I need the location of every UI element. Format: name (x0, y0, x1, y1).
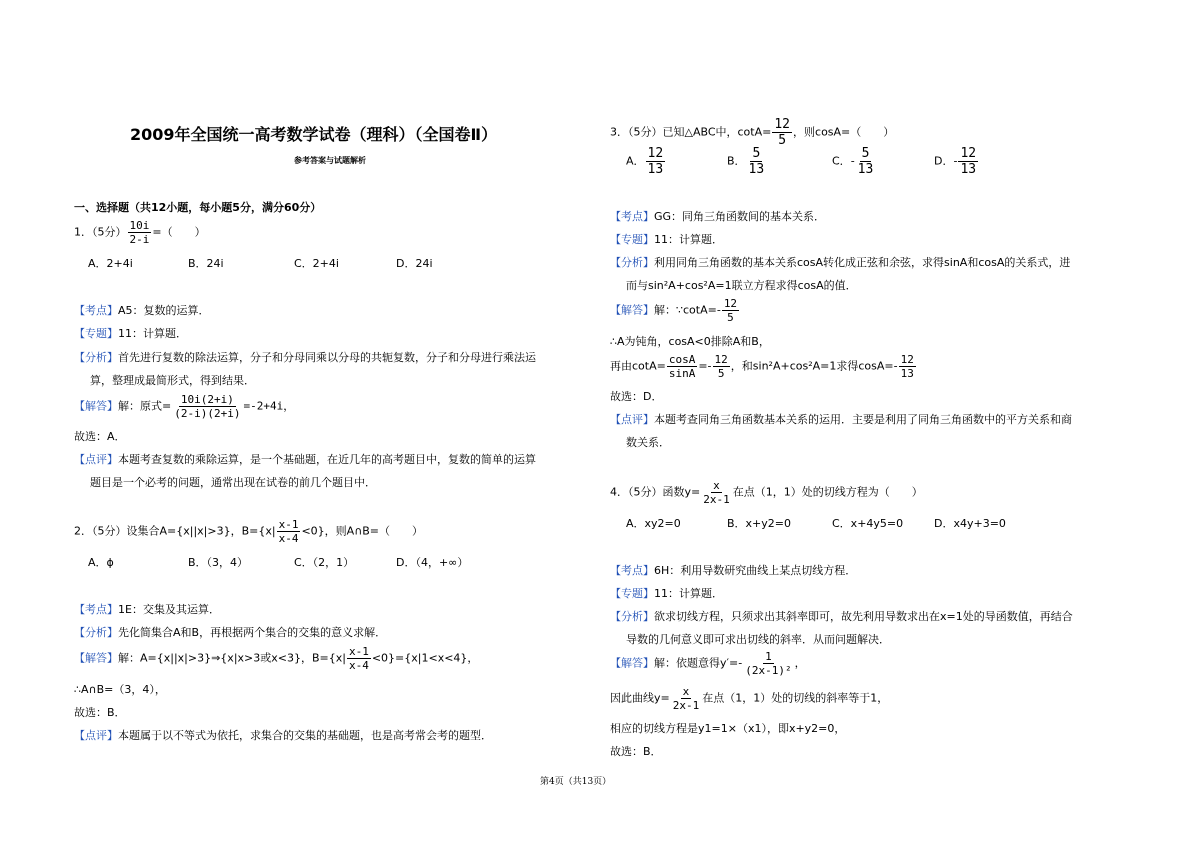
q1-stem-post: =（ ） (152, 225, 206, 239)
q3-jieda-fraction (722, 298, 739, 323)
q4-line3: 相应的切线方程是y1=1×（x1），即x+y2=0， (610, 722, 846, 735)
q4-jieda-post: ， (794, 656, 806, 670)
q3-dianping (610, 411, 1072, 427)
q1-stem (74, 220, 206, 245)
q2-jieda-post: <0}={x|1<x<4}， (371, 651, 479, 665)
q2-dianping (74, 727, 492, 743)
q2-jieda-pre: 解：A={x||x|>3}⇒{x|x>3或x<3}，B={x| (118, 651, 346, 665)
q3-kaodian (610, 208, 825, 224)
q3-option-b (727, 147, 767, 176)
q1-zhuanti (74, 325, 187, 341)
q3-fenxi-line2: 而与sin²A+cos²A=1联立方程求得cosA的值． (626, 279, 857, 292)
q3-line3-frac3 (899, 354, 916, 379)
q1-dianping-line2: 题目是一个必考的问题，通常出现在试卷的前几个题目中． (90, 476, 376, 489)
q4-kaodian (610, 562, 856, 578)
q3-option-b-den: 13 (748, 162, 765, 177)
q1-jieda-post: =-2+4i， (243, 399, 295, 413)
q3-option-b-num: 5 (752, 146, 761, 161)
q4-line2-pre: 因此曲线y= (610, 691, 670, 705)
q3-option-a (626, 147, 666, 176)
q4-line2-num: x (682, 685, 690, 698)
q1-jieda-num: 10i(2+i) (180, 393, 234, 406)
q4-jieda (610, 651, 806, 676)
q3-option-d-frac (958, 147, 978, 176)
tag-fenxi: 【分析】 (74, 351, 118, 364)
q3-dianping-line2: 数关系． (626, 436, 670, 449)
q1-fraction (128, 220, 152, 245)
tag-jieda: 【解答】 (610, 303, 654, 317)
q1-fenxi-line2: 算，整理成最简形式，得到结果． (90, 374, 255, 387)
q1-frac-num: 10i (129, 219, 150, 232)
q3-option-d-den: 13 (960, 162, 977, 177)
q3-option-d-sign: - (953, 154, 958, 168)
q4-option-b: B．x+y2=0 (727, 517, 791, 530)
q1-jieda-pre: 解：原式= (118, 399, 172, 413)
q2-stem (74, 519, 423, 544)
q2-jieda-den: x-4 (348, 659, 369, 672)
q2-dianping-text: 本题属于以不等式为依托，求集合的交集的基础题，也是高考常会考的题型． (118, 729, 492, 742)
q3-line3-frac2 (713, 354, 730, 379)
q3-line2: ∴A为钝角，cosA<0排除A和B， (610, 335, 770, 348)
q4-kaodian-text: 6H：利用导数研究曲线上某点切线方程． (654, 564, 857, 577)
section-heading: 一、选择题（共12小题，每小题5分，满分60分） (74, 201, 322, 214)
q2-fenxi (74, 624, 386, 640)
tag-jieda: 【解答】 (74, 651, 118, 665)
tag-kaodian: 【考点】 (74, 304, 118, 317)
q3-option-a-den: 13 (647, 162, 664, 177)
q3-stem (610, 118, 894, 147)
q3-option-c-label: C． (832, 154, 851, 168)
q4-option-c: C．x+4y5=0 (832, 517, 904, 530)
q3-stem-pre: 3．（5分）已知△ABC中，cotA= (610, 125, 772, 139)
q1-jieda-den: (2-i)(2+i) (174, 407, 241, 420)
tag-zhuanti: 【专题】 (610, 587, 654, 600)
q3-kaodian-text: GG：同角三角函数间的基本关系． (654, 210, 826, 223)
q1-option-b: B．24i (188, 257, 224, 270)
q4-frac-num: x (713, 479, 720, 492)
q3-option-a-num: 12 (647, 146, 664, 161)
q1-frac-den: 2-i (129, 233, 150, 246)
q3-fenxi-text-1: 利用同角三角函数的基本关系cosA转化成正弦和余弦，求得sinA和cosA的关系式，进 (654, 256, 1071, 269)
tag-kaodian: 【考点】 (74, 603, 118, 616)
q4-fenxi-line2: 导数的几何意义即可求出切线的斜率．从而问题解决． (626, 633, 890, 646)
q2-fraction (277, 519, 301, 544)
q4-fenxi (610, 608, 1073, 624)
q3-fenxi (610, 254, 1070, 270)
q4-line2-post: 在点（1，1）处的切线的斜率等于1， (702, 691, 889, 705)
q4-jieda-den: (2x-1)² (745, 664, 792, 677)
q4-option-a: A．xy2=0 (626, 517, 681, 530)
q3-dianping-text-1: 本题考查同角三角函数基本关系的运用．主要是利用了同角三角函数中的平方关系和商 (654, 413, 1072, 426)
q2-jieda-line2: ∴A∩B=（3，4）， (74, 683, 166, 696)
page-title: 2009年全国统一高考数学试卷（理科）（全国卷Ⅱ） (130, 125, 498, 144)
q3-option-d (934, 147, 979, 176)
q3-line3-post: ，和sin²A+cos²A=1求得cosA=- (730, 359, 898, 373)
q3-option-c-frac (856, 147, 876, 176)
q3-option-d-num: 12 (960, 146, 977, 161)
page-subtitle: 参考答案与试题解析 (294, 156, 366, 165)
q2-jieda-num: x-1 (348, 645, 369, 658)
q3-frac-num: 12 (774, 117, 791, 132)
q4-line2-fraction (671, 686, 702, 711)
q3-fraction (772, 118, 792, 147)
q4-line2-den: 2x-1 (672, 699, 700, 712)
q3-line3-frac1 (667, 354, 698, 379)
q3-jieda-pre: 解：∵cotA=- (654, 303, 721, 317)
tag-jieda: 【解答】 (74, 399, 118, 413)
q2-option-b: B．（3，4） (188, 556, 249, 569)
tag-kaodian: 【考点】 (610, 564, 654, 577)
q2-stem-post: <0}，则A∩B=（ ） (301, 524, 424, 538)
q4-jieda-fraction (743, 651, 793, 676)
q4-answer: 故选：B． (610, 745, 662, 758)
q3-line3-mid: =- (698, 359, 712, 373)
q1-answer: 故选：A． (74, 430, 126, 443)
q4-stem (610, 480, 923, 505)
q2-frac-num: x-1 (278, 518, 299, 531)
q3-line3-den3: 13 (900, 367, 914, 380)
q1-dianping (74, 451, 536, 467)
q3-option-c-den: 13 (857, 162, 874, 177)
q2-stem-pre: 2．（5分）设集合A={x||x|>3}，B={x| (74, 524, 276, 538)
tag-zhuanti: 【专题】 (74, 327, 118, 340)
q3-line3-den: sinA (668, 367, 696, 380)
q1-jieda-fraction (172, 394, 242, 419)
tag-dianping: 【点评】 (74, 729, 118, 742)
tag-dianping: 【点评】 (610, 413, 654, 426)
q2-answer: 故选：B． (74, 706, 126, 719)
q3-option-a-frac (646, 147, 666, 176)
q1-stem-pre: 1．（5分） (74, 225, 127, 239)
q4-fenxi-text-1: 欲求切线方程，只须求出其斜率即可，故先利用导数求出在x=1处的导函数值，再结合 (654, 610, 1073, 623)
tag-kaodian: 【考点】 (610, 210, 654, 223)
q3-option-c (832, 147, 876, 176)
tag-fenxi: 【分析】 (610, 610, 654, 623)
tag-jieda: 【解答】 (610, 656, 654, 670)
q1-kaodian-text: A5：复数的运算． (118, 304, 210, 317)
q1-fenxi-text-1: 首先进行复数的除法运算，分子和分母同乘以分母的共轭复数，分子和分母进行乘法运 (118, 351, 536, 364)
q4-stem-post: 在点（1，1）处的切线方程为（ ） (732, 485, 923, 499)
q1-zhuanti-text: 11：计算题． (118, 327, 187, 340)
q4-line2 (610, 686, 888, 711)
q1-kaodian (74, 302, 210, 318)
q3-jieda (610, 298, 740, 323)
tag-dianping: 【点评】 (74, 453, 118, 466)
q4-jieda-num: 1 (765, 650, 772, 663)
q3-option-b-frac (747, 147, 767, 176)
q4-fraction (701, 480, 732, 505)
q3-stem-post: ，则cosA=（ ） (793, 125, 895, 139)
q1-fenxi (74, 349, 536, 365)
q3-option-a-label: A． (626, 154, 645, 168)
q1-jieda (74, 394, 294, 419)
q4-zhuanti-text: 11：计算题． (654, 587, 723, 600)
q4-option-d: D．x4y+3=0 (934, 517, 1006, 530)
q1-option-d: D．24i (396, 257, 433, 270)
q4-jieda-pre: 解：依题意得y′=- (654, 656, 743, 670)
q3-option-d-label: D． (934, 154, 954, 168)
q3-zhuanti-text: 11：计算题． (654, 233, 723, 246)
q2-option-d: D．（4，+∞） (396, 556, 469, 569)
q2-jieda (74, 646, 478, 671)
q3-jieda-den: 5 (727, 311, 734, 324)
q2-kaodian (74, 601, 220, 617)
q3-option-b-label: B． (727, 154, 746, 168)
q3-line3-num: cosA (668, 353, 696, 366)
q2-fenxi-text: 先化简集合A和B，再根据两个集合的交集的意义求解． (118, 626, 387, 639)
q3-option-c-sign: - (850, 154, 855, 168)
q3-frac-den: 5 (778, 133, 787, 148)
q1-dianping-text-1: 本题考查复数的乘除运算，是一个基础题，在近几年的高考题目中，复数的简单的运算 (118, 453, 536, 466)
q2-option-c: C．（2，1） (294, 556, 355, 569)
tag-zhuanti: 【专题】 (610, 233, 654, 246)
q3-answer: 故选：D． (610, 390, 663, 403)
q4-frac-den: 2x-1 (703, 493, 730, 506)
q3-line3-pre: 再由cotA= (610, 359, 666, 373)
tag-fenxi: 【分析】 (74, 626, 118, 639)
q1-option-c: C．2+4i (294, 257, 339, 270)
q2-option-a: A．ϕ (88, 556, 114, 569)
page-footer: 第4页（共13页） (540, 777, 612, 787)
q3-line3 (610, 354, 917, 379)
q3-line3-num3: 12 (900, 353, 914, 366)
q2-kaodian-text: 1E：交集及其运算． (118, 603, 220, 616)
q3-option-c-num: 5 (861, 146, 870, 161)
q3-zhuanti (610, 231, 723, 247)
q2-frac-den: x-4 (278, 532, 299, 545)
tag-fenxi: 【分析】 (610, 256, 654, 269)
q3-jieda-num: 12 (723, 297, 738, 310)
q3-line3-den2: 5 (717, 367, 725, 380)
q4-zhuanti (610, 585, 723, 601)
q2-jieda-fraction (347, 646, 371, 671)
q4-stem-pre: 4．（5分）函数y= (610, 485, 701, 499)
q1-option-a: A．2+4i (88, 257, 133, 270)
q3-line3-num2: 12 (714, 353, 728, 366)
